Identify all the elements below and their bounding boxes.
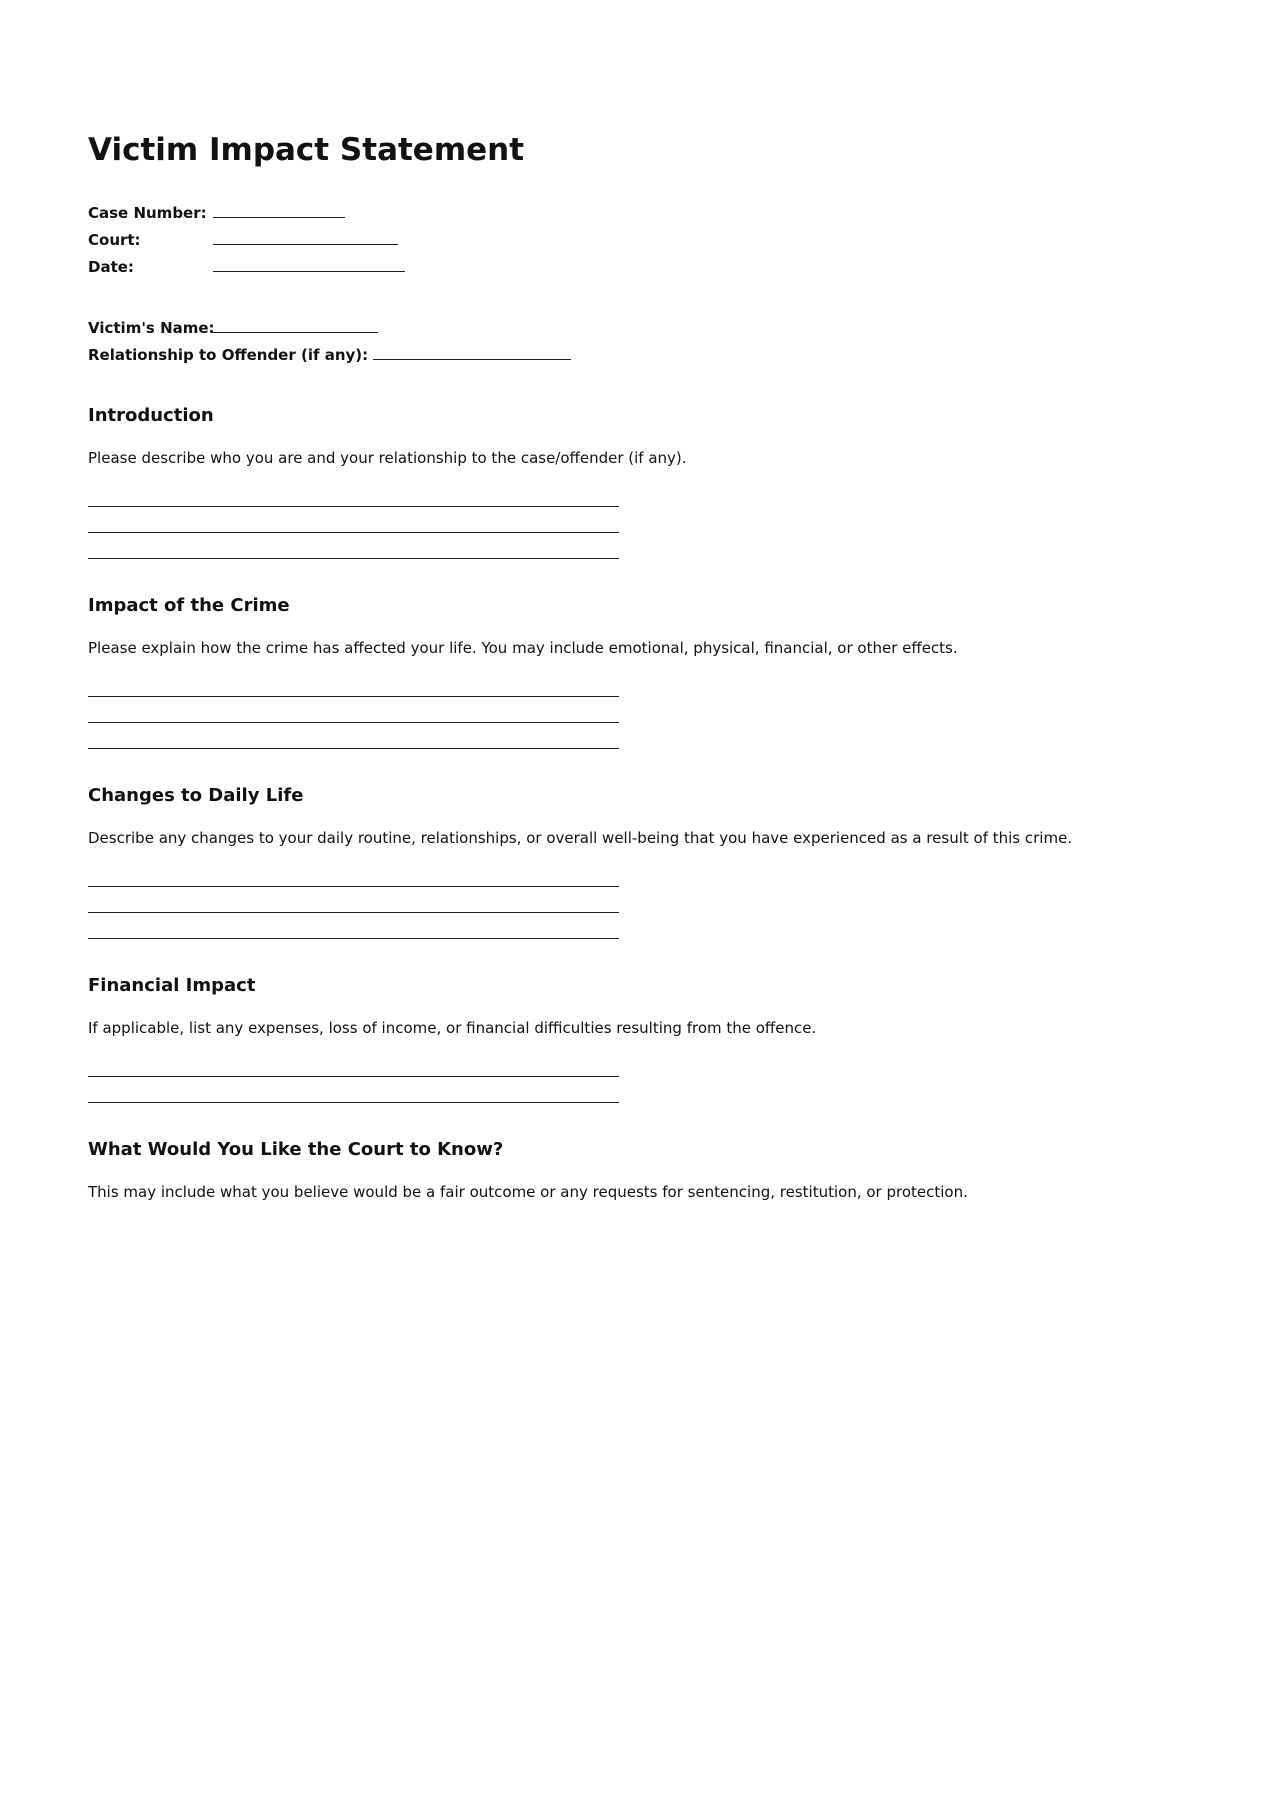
date-label: Date: [88, 258, 134, 276]
case-number-field[interactable] [213, 201, 345, 218]
answer-line[interactable] [88, 887, 619, 913]
victim-name-field[interactable] [213, 316, 378, 333]
relationship-row [88, 342, 1208, 369]
section-heading: Impact of the Crime [88, 595, 290, 616]
section-heading: Financial Impact [88, 975, 256, 996]
section-prompt: If applicable, list any expenses, loss of income, or financial difficulties resulting from the offence. [88, 1019, 817, 1037]
answer-line[interactable] [88, 871, 619, 887]
victim-info-block [88, 315, 1208, 369]
court-row [88, 227, 1208, 254]
answer-line[interactable] [88, 723, 619, 749]
section-heading: Introduction [88, 405, 214, 426]
relationship-label: Relationship to Offender (if any): [88, 346, 369, 364]
date-field[interactable] [213, 255, 405, 272]
answer-lines [88, 491, 1208, 559]
answer-lines [88, 871, 1208, 939]
answer-line[interactable] [88, 697, 619, 723]
section-prompt: This may include what you believe would be a fair outcome or any requests for sentencing, restitution, or protection. [88, 1183, 968, 1201]
court-field[interactable] [213, 228, 398, 245]
section-prompt: Please explain how the crime has affected your life. You may include emotional, physical, financial, or other effects. [88, 639, 958, 657]
answer-line[interactable] [88, 1077, 619, 1103]
answer-line[interactable] [88, 491, 619, 507]
section-4 [88, 973, 1208, 1103]
answer-lines [88, 1061, 1208, 1103]
victim-name-row [88, 315, 1208, 342]
section-2 [88, 593, 1208, 749]
court-label: Court: [88, 231, 141, 249]
section-heading: What Would You Like the Court to Know? [88, 1139, 504, 1160]
case-info-block [88, 200, 1208, 281]
date-row [88, 254, 1208, 281]
section-prompt: Please describe who you are and your relationship to the case/offender (if any). [88, 449, 687, 467]
answer-line[interactable] [88, 681, 619, 697]
relationship-field[interactable] [373, 343, 571, 360]
answer-line[interactable] [88, 507, 619, 533]
victim-name-label: Victim's Name: [88, 319, 215, 337]
answer-line[interactable] [88, 913, 619, 939]
section-prompt: Describe any changes to your daily routine, relationships, or overall well-being that you have experienced as a result of this crime. [88, 829, 1073, 847]
answer-line[interactable] [88, 533, 619, 559]
sections-container [88, 403, 1208, 1203]
section-5 [88, 1137, 1208, 1203]
case-number-label: Case Number: [88, 204, 207, 222]
section-3 [88, 783, 1208, 939]
document-title: Victim Impact Statement [88, 132, 525, 168]
answer-lines [88, 681, 1208, 749]
document-page [88, 130, 1208, 1203]
answer-line[interactable] [88, 1061, 619, 1077]
section-1 [88, 403, 1208, 559]
case-number-row [88, 200, 1208, 227]
section-heading: Changes to Daily Life [88, 785, 304, 806]
